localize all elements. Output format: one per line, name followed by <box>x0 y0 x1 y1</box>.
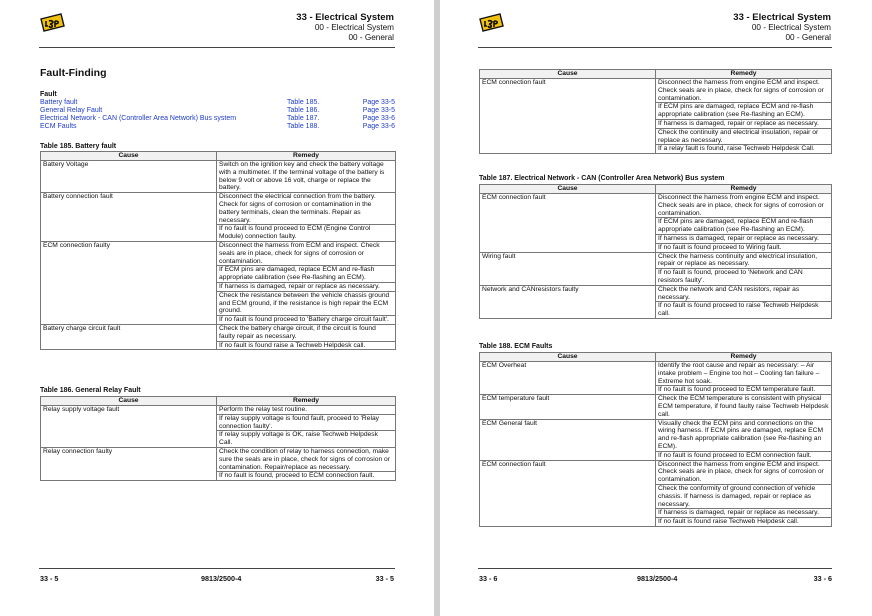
cause-cell: Battery charge circuit fault <box>41 324 217 349</box>
can-bus-fault-table <box>479 184 832 319</box>
remedy-cell: If harness is damaged, repair or replace as necessary. <box>656 234 832 243</box>
remedy-cell: If ECM pins are damaged, replace ECM and re-flash appropriate calibration (see Re-flashing an ECM). <box>656 103 832 120</box>
cause-cell: ECM temperature fault <box>480 395 656 419</box>
remedy-cell: If ECM pins are damaged, replace ECM and re-flash appropriate calibration (see Re-flashing an ECM). <box>656 218 832 235</box>
cause-cell: ECM connection faulty <box>41 241 217 324</box>
header-divider <box>39 47 395 48</box>
table-row <box>480 252 832 269</box>
remedy-cell: Disconnect the harness from ECM and inspect. Check seals are in place, check for signs of corrosion or contamination. <box>217 241 396 265</box>
remedy-cell: If no fault is found proceed to ECM (Engine Control Module) connection faulty. <box>217 225 396 242</box>
remedy-cell: Disconnect the harness from engine ECM and inspect. Check seals are in place, check for signs of corrosion or contamination. <box>656 194 832 218</box>
table-187-caption: Table 187. Electrical Network - CAN (Controller Area Network) Bus system <box>479 175 725 182</box>
cause-cell: Relay connection faulty <box>41 447 217 480</box>
remedy-cell: Disconnect the harness from engine ECM and inspect. Check seals are in place, check for signs of corrosion or contamination. <box>656 79 832 103</box>
footer-page-left: 33 - 6 <box>479 574 498 583</box>
footer-divider <box>39 568 395 569</box>
remedy-cell: If a relay fault is found, raise Techweb Helpdesk Call. <box>656 145 832 154</box>
fault-index-row[interactable] <box>40 107 395 115</box>
remedy-cell: Disconnect the electrical connection from the battery. Check for signs of corrosion or contamination in the battery terminals, clean the terminals. Repair as necessary. <box>217 193 396 225</box>
table-186-caption: Table 186. General Relay Fault <box>40 387 141 394</box>
remedy-cell: If no fault is found proceed to raise Techweb Helpdesk call. <box>656 302 832 319</box>
fault-list-heading: Fault <box>40 91 57 98</box>
remedy-column-header: Remedy <box>656 70 832 79</box>
continued-fault-table <box>479 69 832 154</box>
fault-link[interactable]: Battery fault <box>40 99 78 106</box>
fault-page-ref[interactable]: Page 33-5 <box>362 107 395 114</box>
fault-index-list <box>40 99 395 131</box>
cause-column-header: Cause <box>480 185 656 194</box>
remedy-cell: Check the resistance between the vehicle chassis ground and ECM ground, if the resistance is high repair the ECM ground. <box>217 291 396 315</box>
cause-cell: Relay supply voltage fault <box>41 406 217 448</box>
table-row <box>41 406 396 415</box>
remedy-cell: If harness is damaged, repair or replace as necessary. <box>217 282 396 291</box>
cause-cell: Battery connection fault <box>41 193 217 242</box>
footer-page-left: 33 - 5 <box>40 574 59 583</box>
header-divider <box>478 47 832 48</box>
fault-page-ref[interactable]: Page 33-6 <box>362 115 395 122</box>
table-row <box>480 419 832 451</box>
fault-table-ref[interactable]: Table 185. <box>287 99 320 106</box>
fault-index-row[interactable] <box>40 99 395 107</box>
remedy-cell: Check the ECM temperature is consistent with physical ECM temperature, if found faulty raise Techweb Helpdesk call. <box>656 395 832 419</box>
remedy-cell: If relay supply voltage is OK, raise Techweb Helpdesk Call. <box>217 431 396 448</box>
jcb-logo-icon <box>39 13 65 32</box>
general-relay-fault-table <box>40 396 396 481</box>
page-header <box>733 12 831 42</box>
cause-column-header: Cause <box>480 70 656 79</box>
remedy-cell: If no fault is found raise a Techweb Helpdesk call. <box>217 341 396 350</box>
section-title: 33 - Electrical System <box>296 12 394 23</box>
remedy-cell: If no fault is found proceed to Wiring fault. <box>656 243 832 252</box>
remedy-cell: Check the harness continuity and electrical insulation, repair or replace as necessary. <box>656 252 832 269</box>
remedy-cell: If no fault is found proceed to ECM connection fault. <box>656 451 832 460</box>
section-title: 33 - Electrical System <box>733 12 831 23</box>
remedy-cell: If no fault is found proceed to 'Battery charge circuit fault'. <box>217 316 396 325</box>
ecm-faults-table <box>479 352 832 527</box>
remedy-column-header: Remedy <box>217 397 396 406</box>
remedy-cell: Visually check the ECM pins and connections on the wiring harness. If ECM pins are damaged, replace ECM and re-flash appropriate calibration (see Re-flashing an ECM). <box>656 419 832 451</box>
page-title: Fault-Finding <box>40 67 107 79</box>
fault-page-ref[interactable]: Page 33-6 <box>362 123 395 130</box>
remedy-cell: Check the conformity of ground connection of vehicle chassis. If harness is damaged, repair or replace as necessary. <box>656 484 832 508</box>
page-header <box>296 12 394 42</box>
cause-cell: Wiring fault <box>480 252 656 285</box>
cause-cell: Network and CANresistors faulty <box>480 285 656 318</box>
fault-table-ref[interactable]: Table 187. <box>287 115 320 122</box>
footer-doc-number: 9813/2500-4 <box>637 574 678 583</box>
footer-divider <box>478 568 832 569</box>
cause-cell: ECM General fault <box>480 419 656 460</box>
remedy-cell: Check the network and CAN resistors, repair as necessary. <box>656 285 832 302</box>
cause-cell: ECM connection fault <box>480 79 656 154</box>
table-row <box>480 79 832 103</box>
fault-table-ref[interactable]: Table 186. <box>287 107 320 114</box>
remedy-column-header: Remedy <box>656 185 832 194</box>
remedy-cell: Check the continuity and electrical insulation, repair or replace as necessary. <box>656 128 832 145</box>
table-row <box>41 447 396 471</box>
subsection-general: 00 - General <box>348 32 394 42</box>
right-page <box>440 0 872 616</box>
remedy-cell: Check the battery charge circuit, if the circuit is found faulty repair as necessary. <box>217 324 396 341</box>
remedy-cell: If harness is damaged, repair or replace as necessary. <box>656 119 832 128</box>
remedy-cell: Disconnect the harness from engine ECM and inspect. Check seals are in place, check for signs of corrosion or contamination. <box>656 460 832 484</box>
remedy-cell: If ECM pins are damaged, replace ECM and re-flash appropriate calibration (see Re-flashing an ECM). <box>217 266 396 283</box>
table-row <box>41 161 396 193</box>
table-row <box>41 241 396 265</box>
footer-page-right: 33 - 6 <box>813 574 832 583</box>
table-188-caption: Table 188. ECM Faults <box>479 343 553 350</box>
remedy-cell: Perform the relay test routine. <box>217 406 396 415</box>
fault-index-row[interactable] <box>40 123 395 131</box>
jcb-logo-icon <box>478 13 504 32</box>
battery-fault-table <box>40 151 396 350</box>
fault-link[interactable]: ECM Faults <box>40 123 77 130</box>
cause-column-header: Cause <box>480 353 656 362</box>
footer-doc-number: 9813/2500-4 <box>201 574 242 583</box>
footer-page-right: 33 - 5 <box>375 574 394 583</box>
fault-index-row[interactable] <box>40 115 395 123</box>
table-185-caption: Table 185. Battery fault <box>40 143 117 150</box>
remedy-column-header: Remedy <box>217 152 396 161</box>
table-row <box>480 362 832 386</box>
cause-cell: ECM connection fault <box>480 460 656 526</box>
remedy-cell: If harness is damaged, repair or replace as necessary. <box>656 509 832 518</box>
remedy-cell: If no fault is found, proceed to ECM connection fault. <box>217 472 396 481</box>
cause-cell: ECM Overheat <box>480 362 656 395</box>
remedy-cell: Check the condition of relay to harness connection, make sure the seals are in place, check for signs of corrosion or contamination. Repair/replace as necessary. <box>217 447 396 471</box>
subsection-title: 00 - Electrical System <box>751 23 831 32</box>
table-row <box>41 324 396 341</box>
remedy-cell: If relay supply voltage is found fault, proceed to 'Relay connection faulty'. <box>217 414 396 431</box>
table-row <box>480 395 832 419</box>
table-row <box>41 193 396 225</box>
fault-table-ref[interactable]: Table 188. <box>287 123 320 130</box>
table-row <box>480 194 832 218</box>
subsection-general: 00 - General <box>785 32 831 42</box>
fault-link[interactable]: Electrical Network - CAN (Controller Area Network) Bus system <box>40 115 237 122</box>
remedy-cell: If no fault is found proceed to ECM temperature fault. <box>656 386 832 395</box>
remedy-cell: If no fault is found raise Techweb Helpdesk call. <box>656 518 832 527</box>
cause-column-header: Cause <box>41 397 217 406</box>
remedy-cell: If no fault is found, proceed to 'Network and CAN resistors faulty'. <box>656 269 832 286</box>
remedy-column-header: Remedy <box>656 353 832 362</box>
table-row <box>480 460 832 484</box>
fault-link[interactable]: General Relay Fault <box>40 107 103 114</box>
remedy-cell: Identify the root cause and repair as necessary: – Air intake problem – Engine too hot – Cooling fan failure – Extreme hot soak. <box>656 362 832 386</box>
cause-cell: Battery Voltage <box>41 161 217 193</box>
table-row <box>480 285 832 302</box>
cause-cell: ECM connection fault <box>480 194 656 253</box>
subsection-title: 00 - Electrical System <box>314 23 394 32</box>
fault-page-ref[interactable]: Page 33-5 <box>362 99 395 106</box>
left-page <box>0 0 434 616</box>
remedy-cell: Switch on the ignition key and check the battery voltage with a multimeter. If the terminal voltage of the battery is below 9 volt or above 16 volt, charge or replace the battery. <box>217 161 396 193</box>
cause-column-header: Cause <box>41 152 217 161</box>
